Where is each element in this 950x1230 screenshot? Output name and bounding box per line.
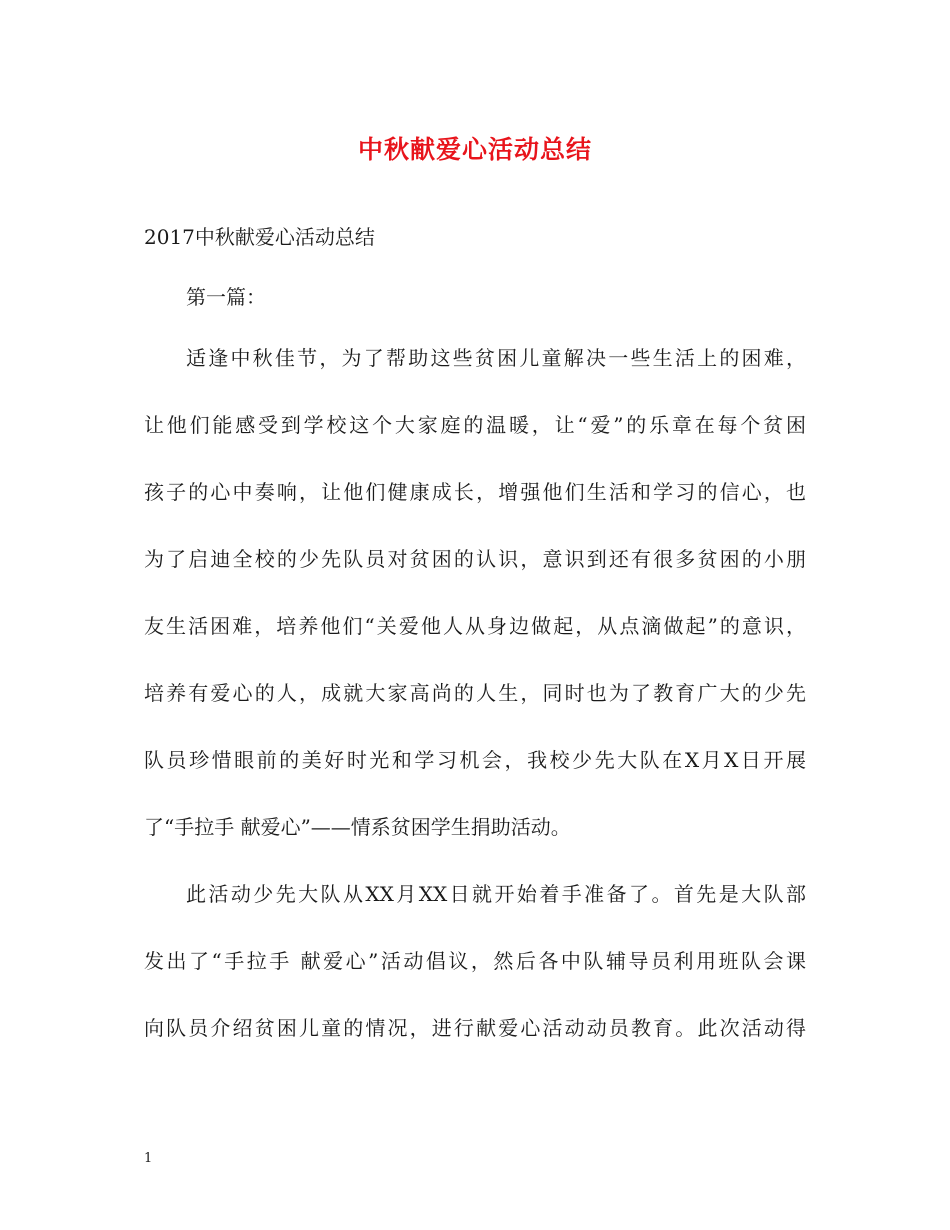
paragraph-line: 培养有爱心的人，成就大家高尚的人生，同时也为了教育广大的少先 [144, 681, 806, 705]
paragraph-line: 孩子的心中奏响，让他们健康成长，增强他们生活和学习的信心，也 [144, 480, 806, 504]
paragraph-line: 为了启迪全校的少先队员对贫困的认识，意识到还有很多贫困的小朋 [144, 547, 806, 571]
paragraph-line: 让他们能感受到学校这个大家庭的温暖，让“爱”的乐章在每个贫困 [144, 413, 806, 437]
paragraph-line: 此活动少先大队从XX月XX日就开始着手准备了。首先是大队部 [186, 882, 806, 906]
paragraph-2 [144, 861, 806, 1062]
section-heading: 第一篇： [186, 285, 266, 309]
paragraph-line: 适逢中秋佳节，为了帮助这些贫困儿童解决一些生活上的困难， [186, 346, 806, 370]
paragraph-1 [144, 325, 806, 861]
document-title: 中秋献爱心活动总结 [357, 135, 592, 164]
paragraph-line: 队员珍惜眼前的美好时光和学习机会，我校少先大队在X月X日开展 [144, 748, 806, 772]
paragraph-line: 了“手拉手 献爱心”——情系贫困学生捐助活动。 [144, 815, 571, 839]
document-subtitle: 2017中秋献爱心活动总结 [144, 225, 375, 249]
paragraph-line: 友生活困难，培养他们“关爱他人从身边做起，从点滴做起”的意识， [144, 614, 806, 638]
paragraph-line: 向队员介绍贫困儿童的情况，进行献爱心活动动员教育。此次活动得 [144, 1016, 806, 1040]
paragraph-line: 发出了“手拉手 献爱心”活动倡议，然后各中队辅导员利用班队会课 [144, 949, 806, 973]
page-number: 1 [144, 1151, 153, 1166]
